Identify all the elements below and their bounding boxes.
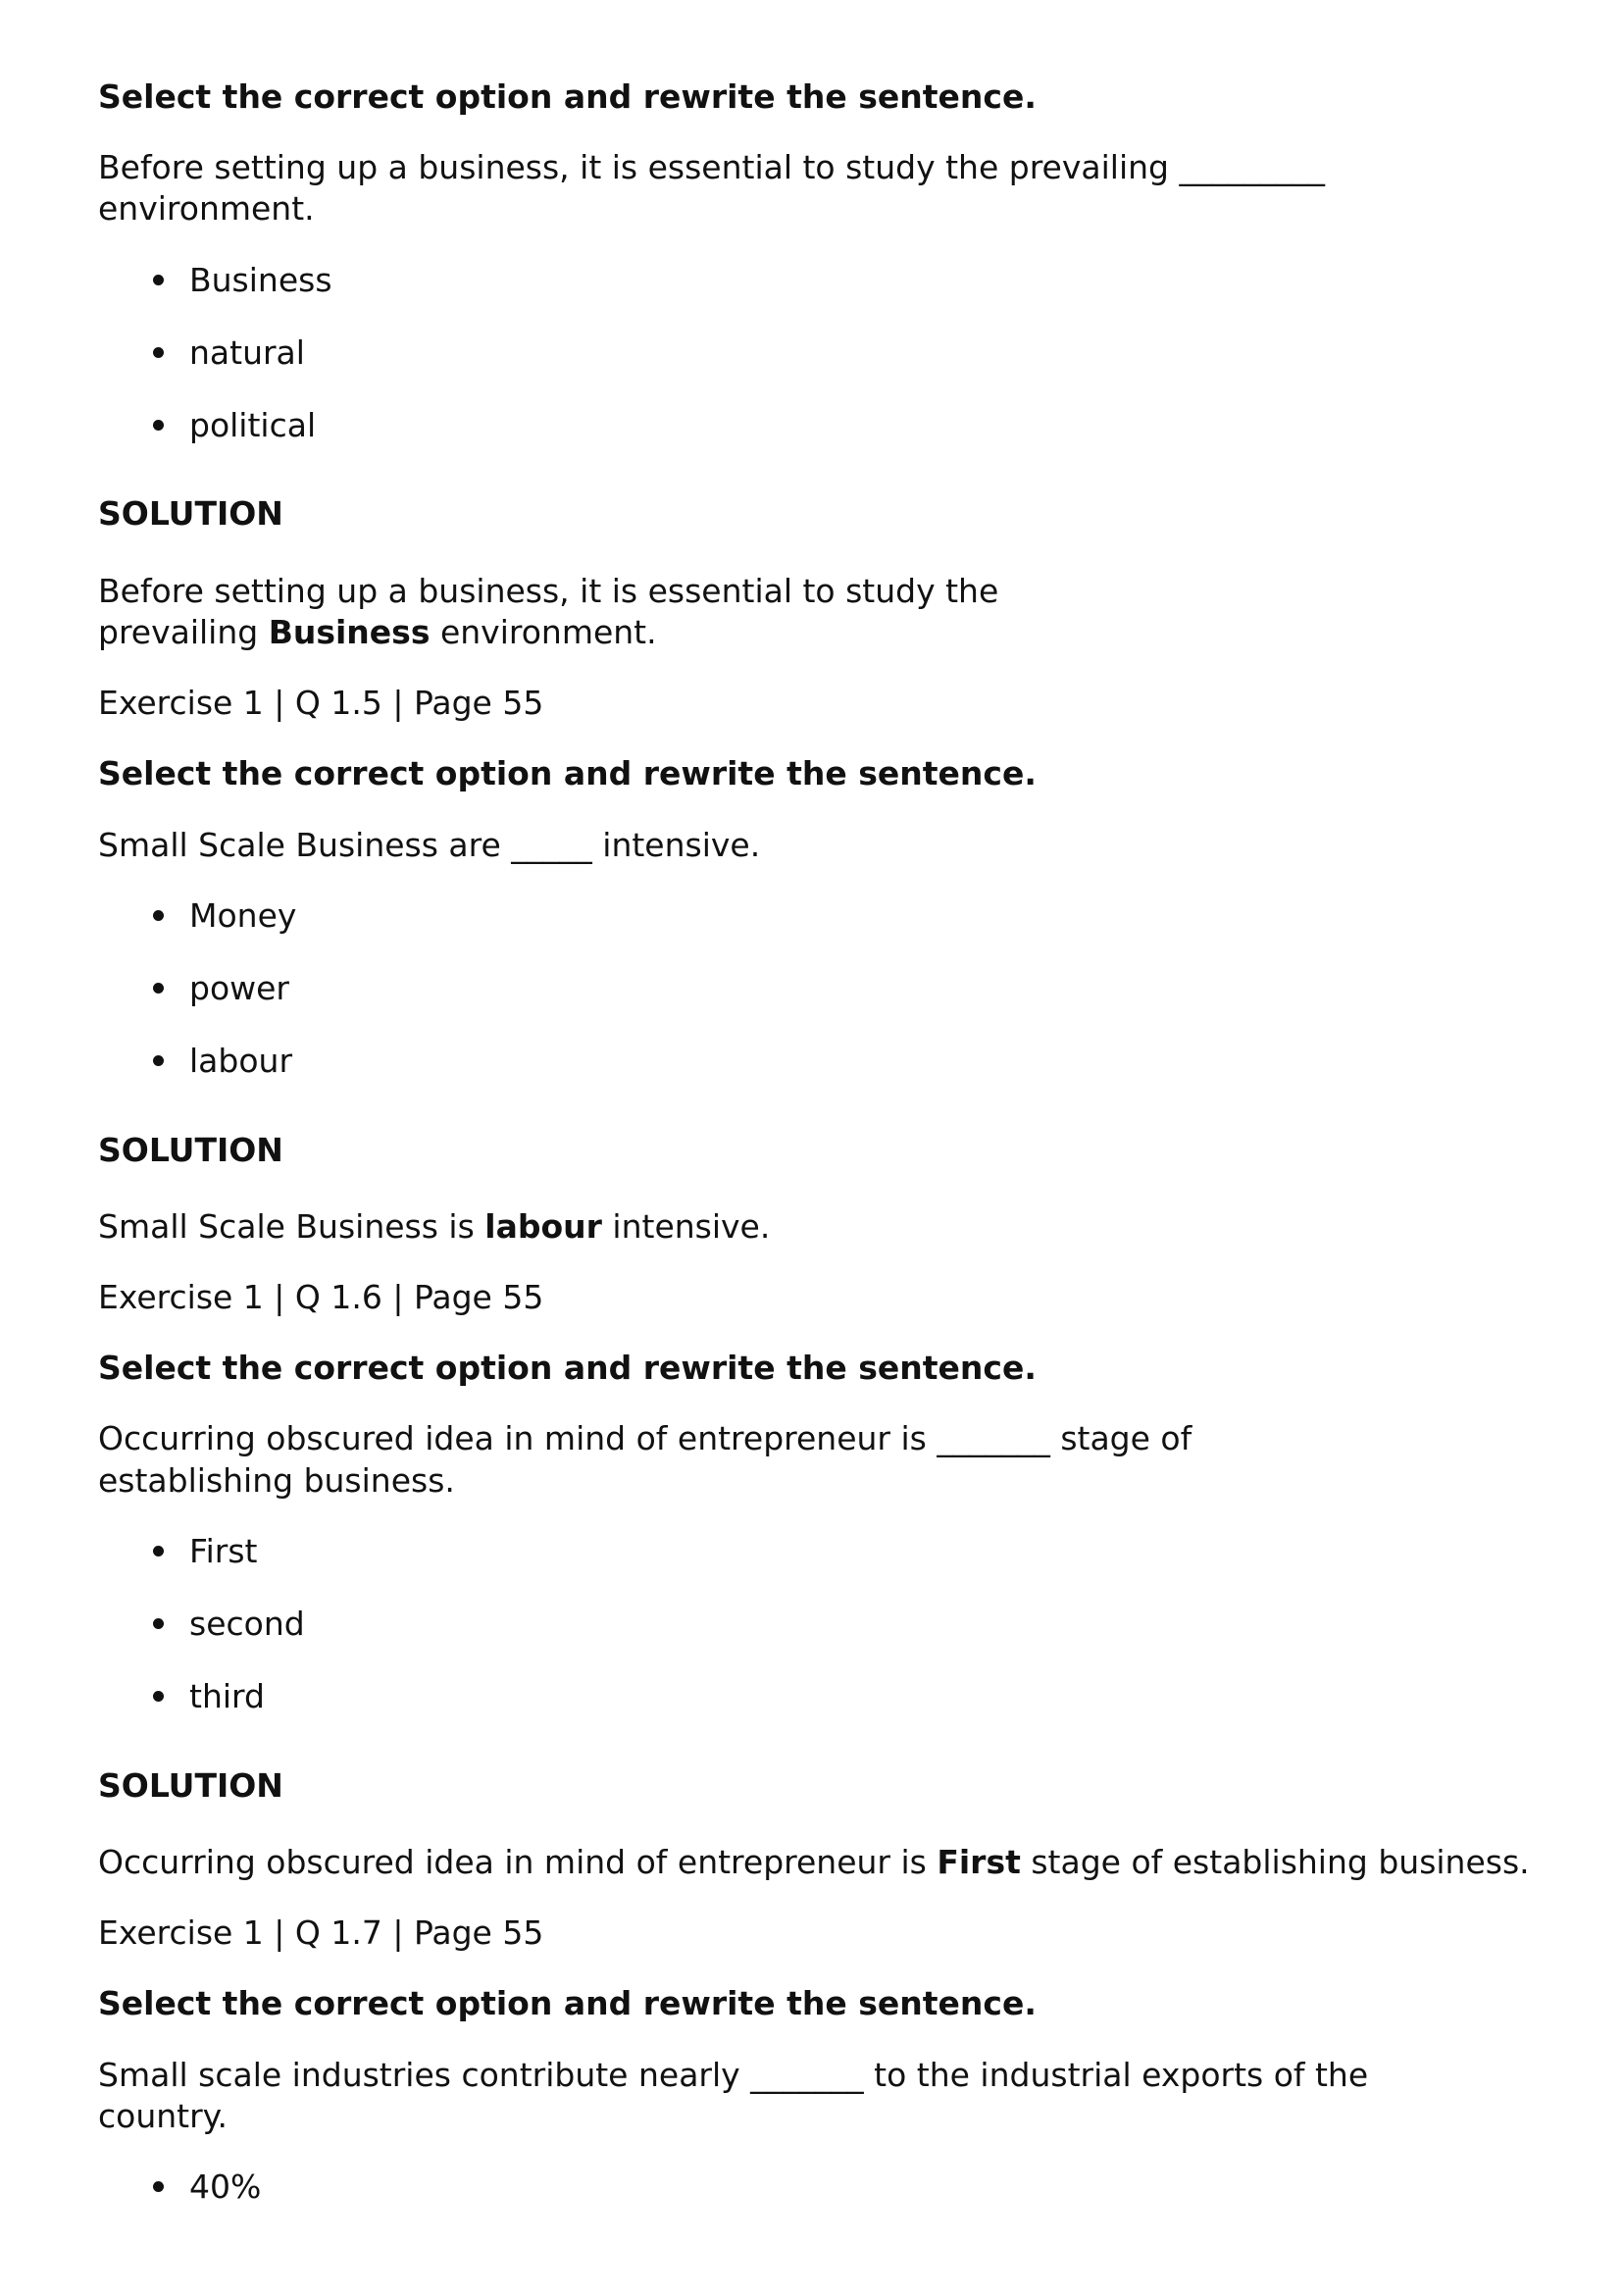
question-block	[98, 1348, 1549, 1954]
bullet-icon	[153, 2181, 164, 2192]
exercise-reference: Exercise 1 | Q 1.5 | Page 55	[98, 684, 544, 723]
question-text: Occurring obscured idea in mind of entrepreneur is _______ stage of establishing business.	[98, 1419, 1192, 1500]
exercise-reference: Exercise 1 | Q 1.7 | Page 55	[98, 1913, 544, 1953]
answer-text: environment.	[430, 612, 657, 651]
option-item	[98, 332, 1549, 374]
answer-text: Before setting up a business, it is essential to study the prevailing	[98, 571, 999, 651]
option-text: natural	[189, 332, 305, 372]
bullet-icon	[153, 910, 164, 921]
bullet-icon	[153, 1055, 164, 1066]
option-text: Money	[189, 895, 297, 935]
option-text: political	[189, 406, 317, 445]
options-list	[98, 895, 1549, 1083]
question-instruction: Select the correct option and rewrite the sentence.	[98, 1349, 1037, 1388]
bullet-icon	[153, 1691, 164, 1702]
option-item	[98, 2167, 1549, 2208]
answer-text: stage of establishing business.	[1020, 1842, 1530, 1881]
bullet-icon	[153, 275, 164, 285]
answer-text: intensive.	[601, 1206, 771, 1246]
bullet-icon	[153, 420, 164, 431]
option-text: labour	[189, 1042, 293, 1081]
option-item	[98, 1676, 1549, 1717]
solution-label: SOLUTION	[98, 1130, 283, 1169]
answer-highlight: First	[937, 1842, 1021, 1881]
option-item	[98, 1604, 1549, 1645]
solution-label: SOLUTION	[98, 1765, 283, 1805]
question-text: Small Scale Business are _____ intensive.	[98, 825, 761, 864]
question-block	[98, 77, 1549, 724]
question-block	[98, 1983, 1549, 2208]
option-text: Business	[189, 260, 332, 299]
option-item	[98, 968, 1549, 1009]
solution-text	[98, 1206, 1549, 1248]
question-text: Small scale industries contribute nearly _______ to the industrial exports of the country.	[98, 2055, 1369, 2135]
option-text: 40%	[189, 2168, 262, 2207]
answer-text: Small Scale Business is	[98, 1206, 485, 1246]
option-item	[98, 1531, 1549, 1572]
option-item	[98, 260, 1549, 301]
options-list	[98, 1531, 1549, 1718]
solution-text	[98, 1842, 1549, 1883]
options-list	[98, 2167, 1549, 2208]
bullet-icon	[153, 1546, 164, 1556]
option-text: third	[189, 1677, 265, 1716]
options-list	[98, 260, 1549, 447]
question-block	[98, 753, 1549, 1318]
solution-text	[98, 571, 1010, 653]
exercise-reference: Exercise 1 | Q 1.6 | Page 55	[98, 1277, 544, 1316]
answer-highlight: Business	[268, 612, 431, 651]
bullet-icon	[153, 983, 164, 994]
question-instruction: Select the correct option and rewrite the sentence.	[98, 1984, 1037, 2023]
question-instruction: Select the correct option and rewrite the sentence.	[98, 754, 1037, 793]
option-text: power	[189, 969, 289, 1008]
option-text: second	[189, 1605, 305, 1644]
answer-text: Occurring obscured idea in mind of entrepreneur is	[98, 1842, 938, 1881]
question-instruction: Select the correct option and rewrite the sentence.	[98, 77, 1037, 116]
bullet-icon	[153, 347, 164, 358]
question-text: Before setting up a business, it is essential to study the prevailing _________ environment.	[98, 148, 1325, 229]
option-item	[98, 1041, 1549, 1082]
answer-highlight: labour	[484, 1206, 602, 1246]
solution-label: SOLUTION	[98, 494, 283, 534]
bullet-icon	[153, 1618, 164, 1629]
option-item	[98, 895, 1549, 937]
option-item	[98, 405, 1549, 446]
option-text: First	[189, 1531, 258, 1570]
document-page	[98, 77, 1549, 2239]
